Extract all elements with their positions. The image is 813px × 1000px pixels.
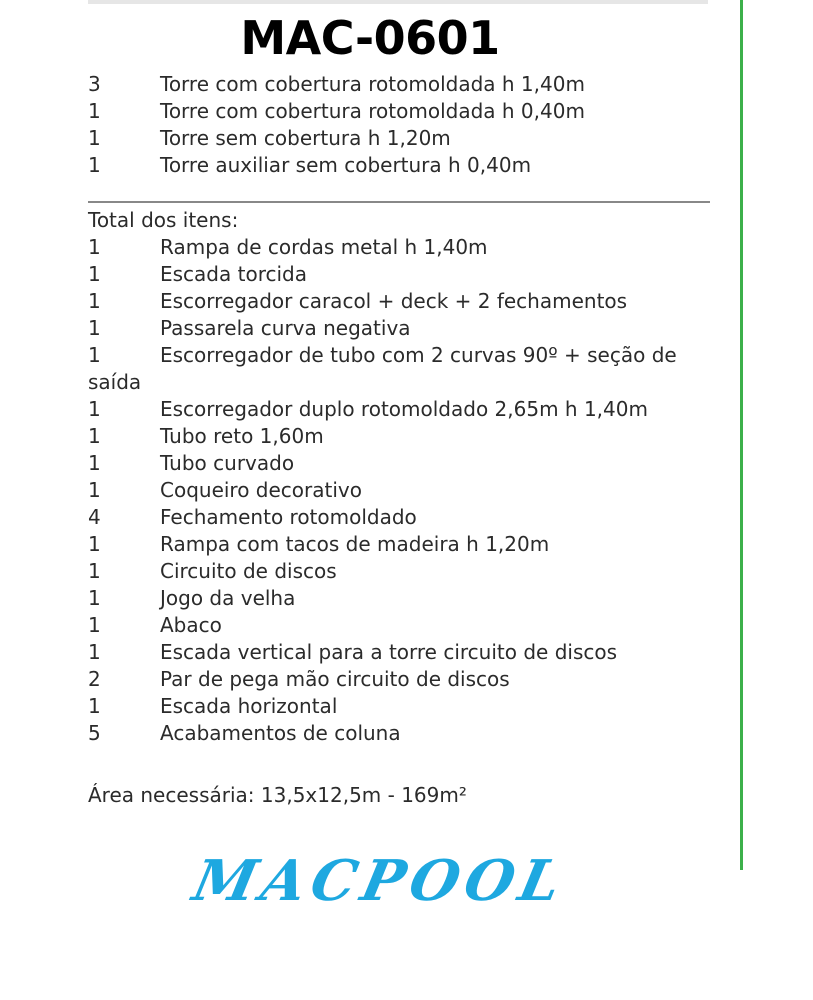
item-quantity: 1 [88, 451, 101, 475]
list-item [88, 450, 728, 477]
item-description: Escorregador caracol + deck + 2 fechamentos [160, 289, 628, 313]
list-item [88, 98, 728, 125]
item-description: Rampa com tacos de madeira h 1,20m [160, 532, 550, 556]
item-quantity: 1 [88, 316, 101, 340]
total-items-label: Total dos itens: [88, 208, 239, 232]
item-description: Torre sem cobertura h 1,20m [160, 126, 451, 150]
right-border-rule [740, 0, 743, 870]
list-item [88, 585, 728, 612]
item-description: Tubo reto 1,60m [160, 424, 324, 448]
item-quantity: 1 [88, 613, 101, 637]
list-item [88, 639, 728, 666]
item-quantity: 1 [88, 478, 101, 502]
item-description: Acabamentos de coluna [160, 721, 401, 745]
item-description: Circuito de discos [160, 559, 337, 583]
item-quantity: 1 [88, 694, 101, 718]
item-description: Fechamento rotomoldado [160, 505, 417, 529]
list-item [88, 234, 728, 261]
item-description: Jogo da velha [160, 586, 296, 610]
list-item [88, 720, 728, 747]
item-quantity: 1 [88, 532, 101, 556]
item-quantity: 1 [88, 289, 101, 313]
product-code-title: MAC-0601 [240, 11, 500, 65]
list-item [88, 504, 728, 531]
item-description: Tubo curvado [160, 451, 295, 475]
item-quantity: 1 [88, 343, 101, 367]
list-item [88, 666, 728, 693]
brand-logo: MACPOOL [187, 848, 573, 914]
item-description: Escorregador duplo rotomoldado 2,65m h 1,40m [160, 397, 648, 421]
list-item [88, 71, 728, 98]
item-description: Torre com cobertura rotomoldada h 0,40m [160, 99, 585, 123]
item-quantity: 1 [88, 559, 101, 583]
item-description: Escada vertical para a torre circuito de discos [160, 640, 618, 664]
item-description: Escada torcida [160, 262, 307, 286]
item-quantity: 1 [88, 235, 101, 259]
list-item [88, 612, 728, 639]
item-quantity: 1 [88, 153, 101, 177]
item-description: Passarela curva negativa [160, 316, 411, 340]
list-item [88, 125, 728, 152]
list-item [88, 152, 728, 179]
item-description: Torre com cobertura rotomoldada h 1,40m [160, 72, 585, 96]
list-item [88, 315, 728, 342]
list-item [88, 396, 728, 423]
item-quantity: 1 [88, 99, 101, 123]
required-area-text: Área necessária: 13,5x12,5m - 169m² [88, 783, 467, 807]
item-quantity: 1 [88, 262, 101, 286]
list-item [88, 423, 728, 450]
item-description: Torre auxiliar sem cobertura h 0,40m [160, 153, 532, 177]
list-item [88, 693, 728, 720]
list-item [88, 288, 728, 315]
item-quantity: 1 [88, 397, 101, 421]
item-quantity: 1 [88, 424, 101, 448]
list-item [88, 342, 728, 396]
items-list [88, 234, 728, 747]
item-quantity: 1 [88, 640, 101, 664]
list-item [88, 477, 728, 504]
item-quantity: 4 [88, 505, 101, 529]
section-divider [88, 201, 710, 203]
item-description: Rampa de cordas metal h 1,40m [160, 235, 488, 259]
item-description: Par de pega mão circuito de discos [160, 667, 510, 691]
top-rule [88, 0, 708, 4]
item-quantity: 2 [88, 667, 101, 691]
list-item [88, 531, 728, 558]
item-description: Escada horizontal [160, 694, 338, 718]
item-quantity: 1 [88, 126, 101, 150]
tower-list [88, 71, 728, 179]
item-description-continuation: saída [88, 370, 142, 394]
item-quantity: 1 [88, 586, 101, 610]
list-item [88, 261, 728, 288]
item-description: Abaco [160, 613, 222, 637]
item-description: Escorregador de tubo com 2 curvas 90º + seção de [160, 343, 677, 367]
list-item [88, 558, 728, 585]
item-description: Coqueiro decorativo [160, 478, 362, 502]
item-quantity: 3 [88, 72, 101, 96]
item-quantity: 5 [88, 721, 101, 745]
